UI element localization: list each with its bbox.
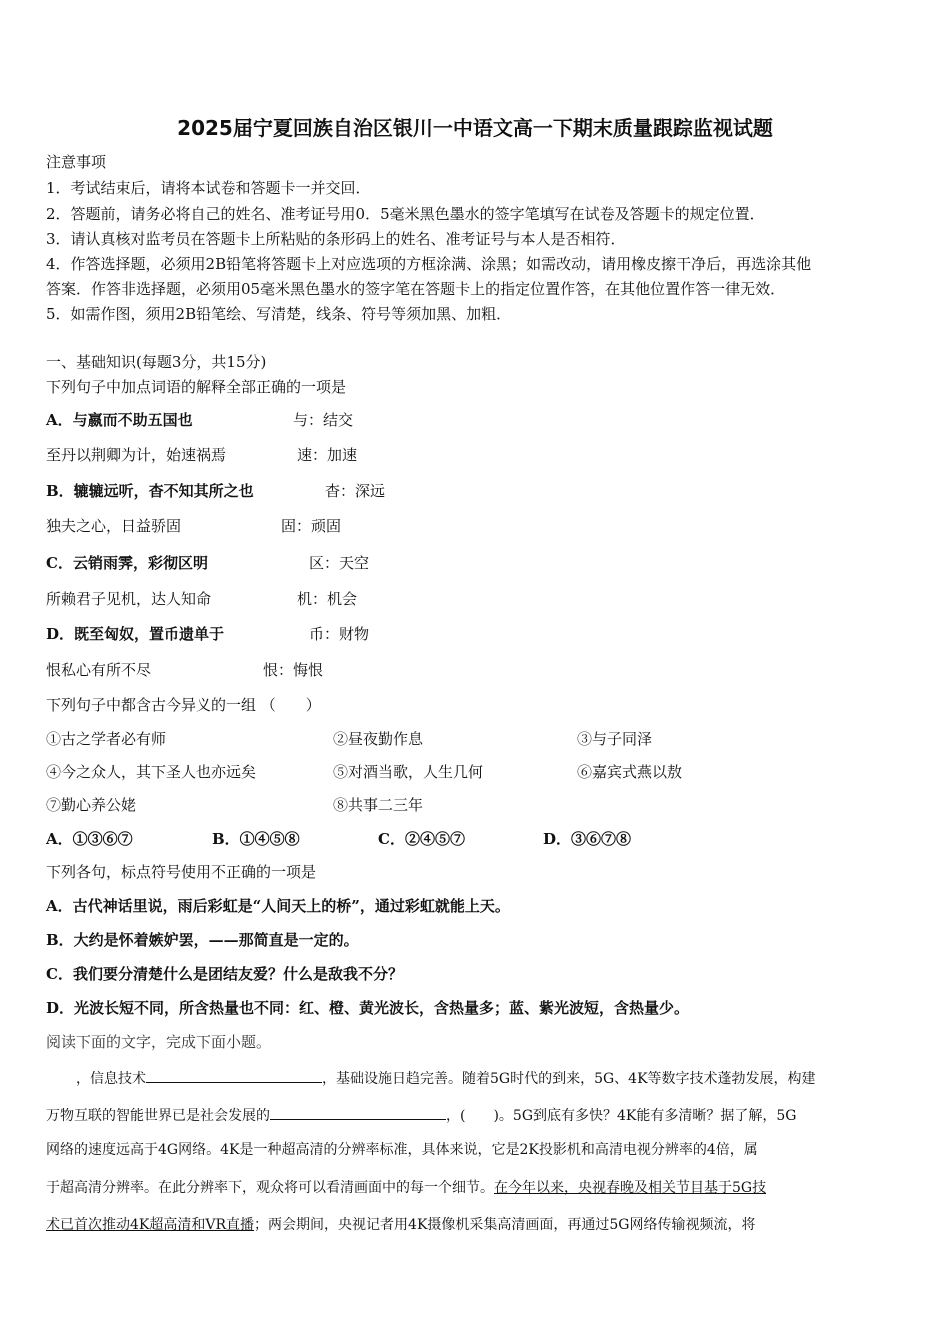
q2-item-2: ②昼夜勤作息 — [333, 730, 424, 748]
q1-row-c2: 所赖君子见机，达人知命 — [46, 590, 212, 608]
notice-item-3: 3．请认真核对监考员在答题卡上所粘贴的条形码上的姓名、准考证号与本人是否相符． — [46, 230, 626, 248]
q1-stem: 下列句子中加点词语的解释全部正确的一项是 — [46, 378, 347, 396]
passage-line-2 — [46, 1103, 908, 1126]
section-heading: 一、基础知识(每题3分，共15分) — [46, 353, 267, 371]
passage-text: ，( )。5G到底有多快？4K能有多清晰？据了解，5G — [446, 1108, 797, 1124]
fill-blank-1[interactable] — [146, 1066, 322, 1083]
q3-option-b: B．大约是怀着嫉妒罢，——那简直是一定的。 — [46, 931, 359, 949]
passage-text: ，信息技术 — [76, 1071, 146, 1087]
q1-row-c1: C．云销雨霁，彩彻区明 — [46, 554, 208, 572]
q1-row-a1: A．与嬴而不助五国也 — [46, 411, 193, 429]
q1-row-b2: 独夫之心，日益骄固 — [46, 517, 182, 535]
q1-gloss-b2: 固：顽固 — [281, 517, 342, 535]
notice-heading: 注意事项 — [46, 153, 107, 171]
passage-text: ；两会期间，央视记者用4K摄像机采集高清画面，再通过5G网络传输视频流，将 — [254, 1217, 756, 1233]
q3-option-c: C．我们要分清楚什么是团结友爱？什么是敌我不分？ — [46, 965, 403, 983]
q2-option-a: A．①③⑥⑦ — [46, 830, 133, 848]
underlined-text: 术已首次推动4K超高清和VR直播 — [46, 1217, 255, 1233]
q2-item-4: ④今之众人，其下圣人也亦远矣 — [46, 763, 257, 781]
q1-row-b1: B．辘辘远听，杳不知其所之也 — [46, 482, 254, 500]
q1-row-d2: 恨私心有所不尽 — [46, 661, 152, 679]
fill-blank-2[interactable] — [270, 1103, 446, 1120]
q1-gloss-d2: 恨：悔恨 — [263, 661, 324, 679]
q2-option-c: C．②④⑤⑦ — [378, 830, 465, 848]
q1-gloss-c2: 机：机会 — [297, 590, 358, 608]
underlined-text: 在今年以来，央视春晚及相关节目基于5G技 — [494, 1180, 767, 1196]
q2-item-3: ③与子同泽 — [577, 730, 653, 748]
q2-option-b: B．①④⑤⑧ — [212, 830, 300, 848]
q3-option-a: A．古代神话里说，雨后彩虹是“人间天上的桥”，通过彩虹就能上天。 — [46, 897, 510, 915]
q2-item-6: ⑥嘉宾式燕以敖 — [577, 763, 683, 781]
q2-item-5: ⑤对酒当歌，人生几何 — [333, 763, 484, 781]
notice-item-4: 4．作答选择题，必须用2B铅笔将答题卡上对应选项的方框涂满、涂黑；如需改动，请用橡皮擦干净后，再选涂其他 — [46, 255, 812, 273]
q2-item-7: ⑦勤心养公姥 — [46, 796, 137, 814]
q1-gloss-a1: 与：结交 — [293, 411, 354, 429]
passage-line-5 — [46, 1215, 908, 1235]
notice-item-4-cont: 答案．作答非选择题，必须用05毫米黑色墨水的签字笔在答题卡上的指定位置作答，在其他位置作答一律无效． — [46, 280, 786, 298]
passage-text: ，基础设施日趋完善。随着5G时代的到来，5G、4K等数字技术蓬勃发展，构建 — [322, 1071, 816, 1087]
q3-option-d: D．光波长短不同，所含热量也不同：红、橙、黄光波长，含热量多；蓝、紫光波短，含热量少。 — [46, 999, 690, 1017]
q1-gloss-a2: 速：加速 — [297, 446, 358, 464]
q2-item-1: ①古之学者必有师 — [46, 730, 167, 748]
q1-row-a2: 至丹以荆卿为计，始速祸焉 — [46, 446, 227, 464]
passage-line-4 — [46, 1178, 908, 1198]
notice-item-5: 5．如需作图，须用2B铅笔绘、写清楚，线条、符号等须加黑、加粗． — [46, 305, 512, 323]
q3-stem: 下列各句，标点符号使用不正确的一项是 — [46, 863, 317, 881]
q1-gloss-b1: 杳：深远 — [325, 482, 386, 500]
page-title: 2025届宁夏回族自治区银川一中语文高一下期末质量跟踪监视试题 — [177, 116, 773, 140]
passage-line-3: 网络的速度远高于4G网络。4K是一种超高清的分辨率标准，具体来说，它是2K投影机和高清电视分辨率的4倍，属 — [46, 1142, 758, 1158]
reading-intro: 阅读下面的文字，完成下面小题。 — [46, 1033, 272, 1051]
q2-item-8: ⑧共事二三年 — [333, 796, 424, 814]
q1-gloss-c1: 区：天空 — [309, 554, 370, 572]
q1-row-d1: D．既至匈奴，置币遗单于 — [46, 625, 225, 643]
passage-text: 于超高清分辨率。在此分辨率下，观众将可以看清画面中的每一个细节。 — [46, 1180, 494, 1196]
notice-item-1: 1．考试结束后，请将本试卷和答题卡一并交回． — [46, 179, 371, 197]
passage-text: 万物互联的智能世界已是社会发展的 — [46, 1108, 270, 1124]
q2-stem: 下列句子中都含古今异义的一组 （ ） — [46, 696, 321, 714]
q1-gloss-d1: 币：财物 — [309, 625, 370, 643]
passage-line-1 — [46, 1066, 908, 1089]
notice-item-2: 2．答题前，请务必将自己的姓名、准考证号用0．5毫米黑色墨水的签字笔填写在试卷及答题卡的规定位置． — [46, 205, 765, 223]
q2-option-d: D．③⑥⑦⑧ — [543, 830, 632, 848]
